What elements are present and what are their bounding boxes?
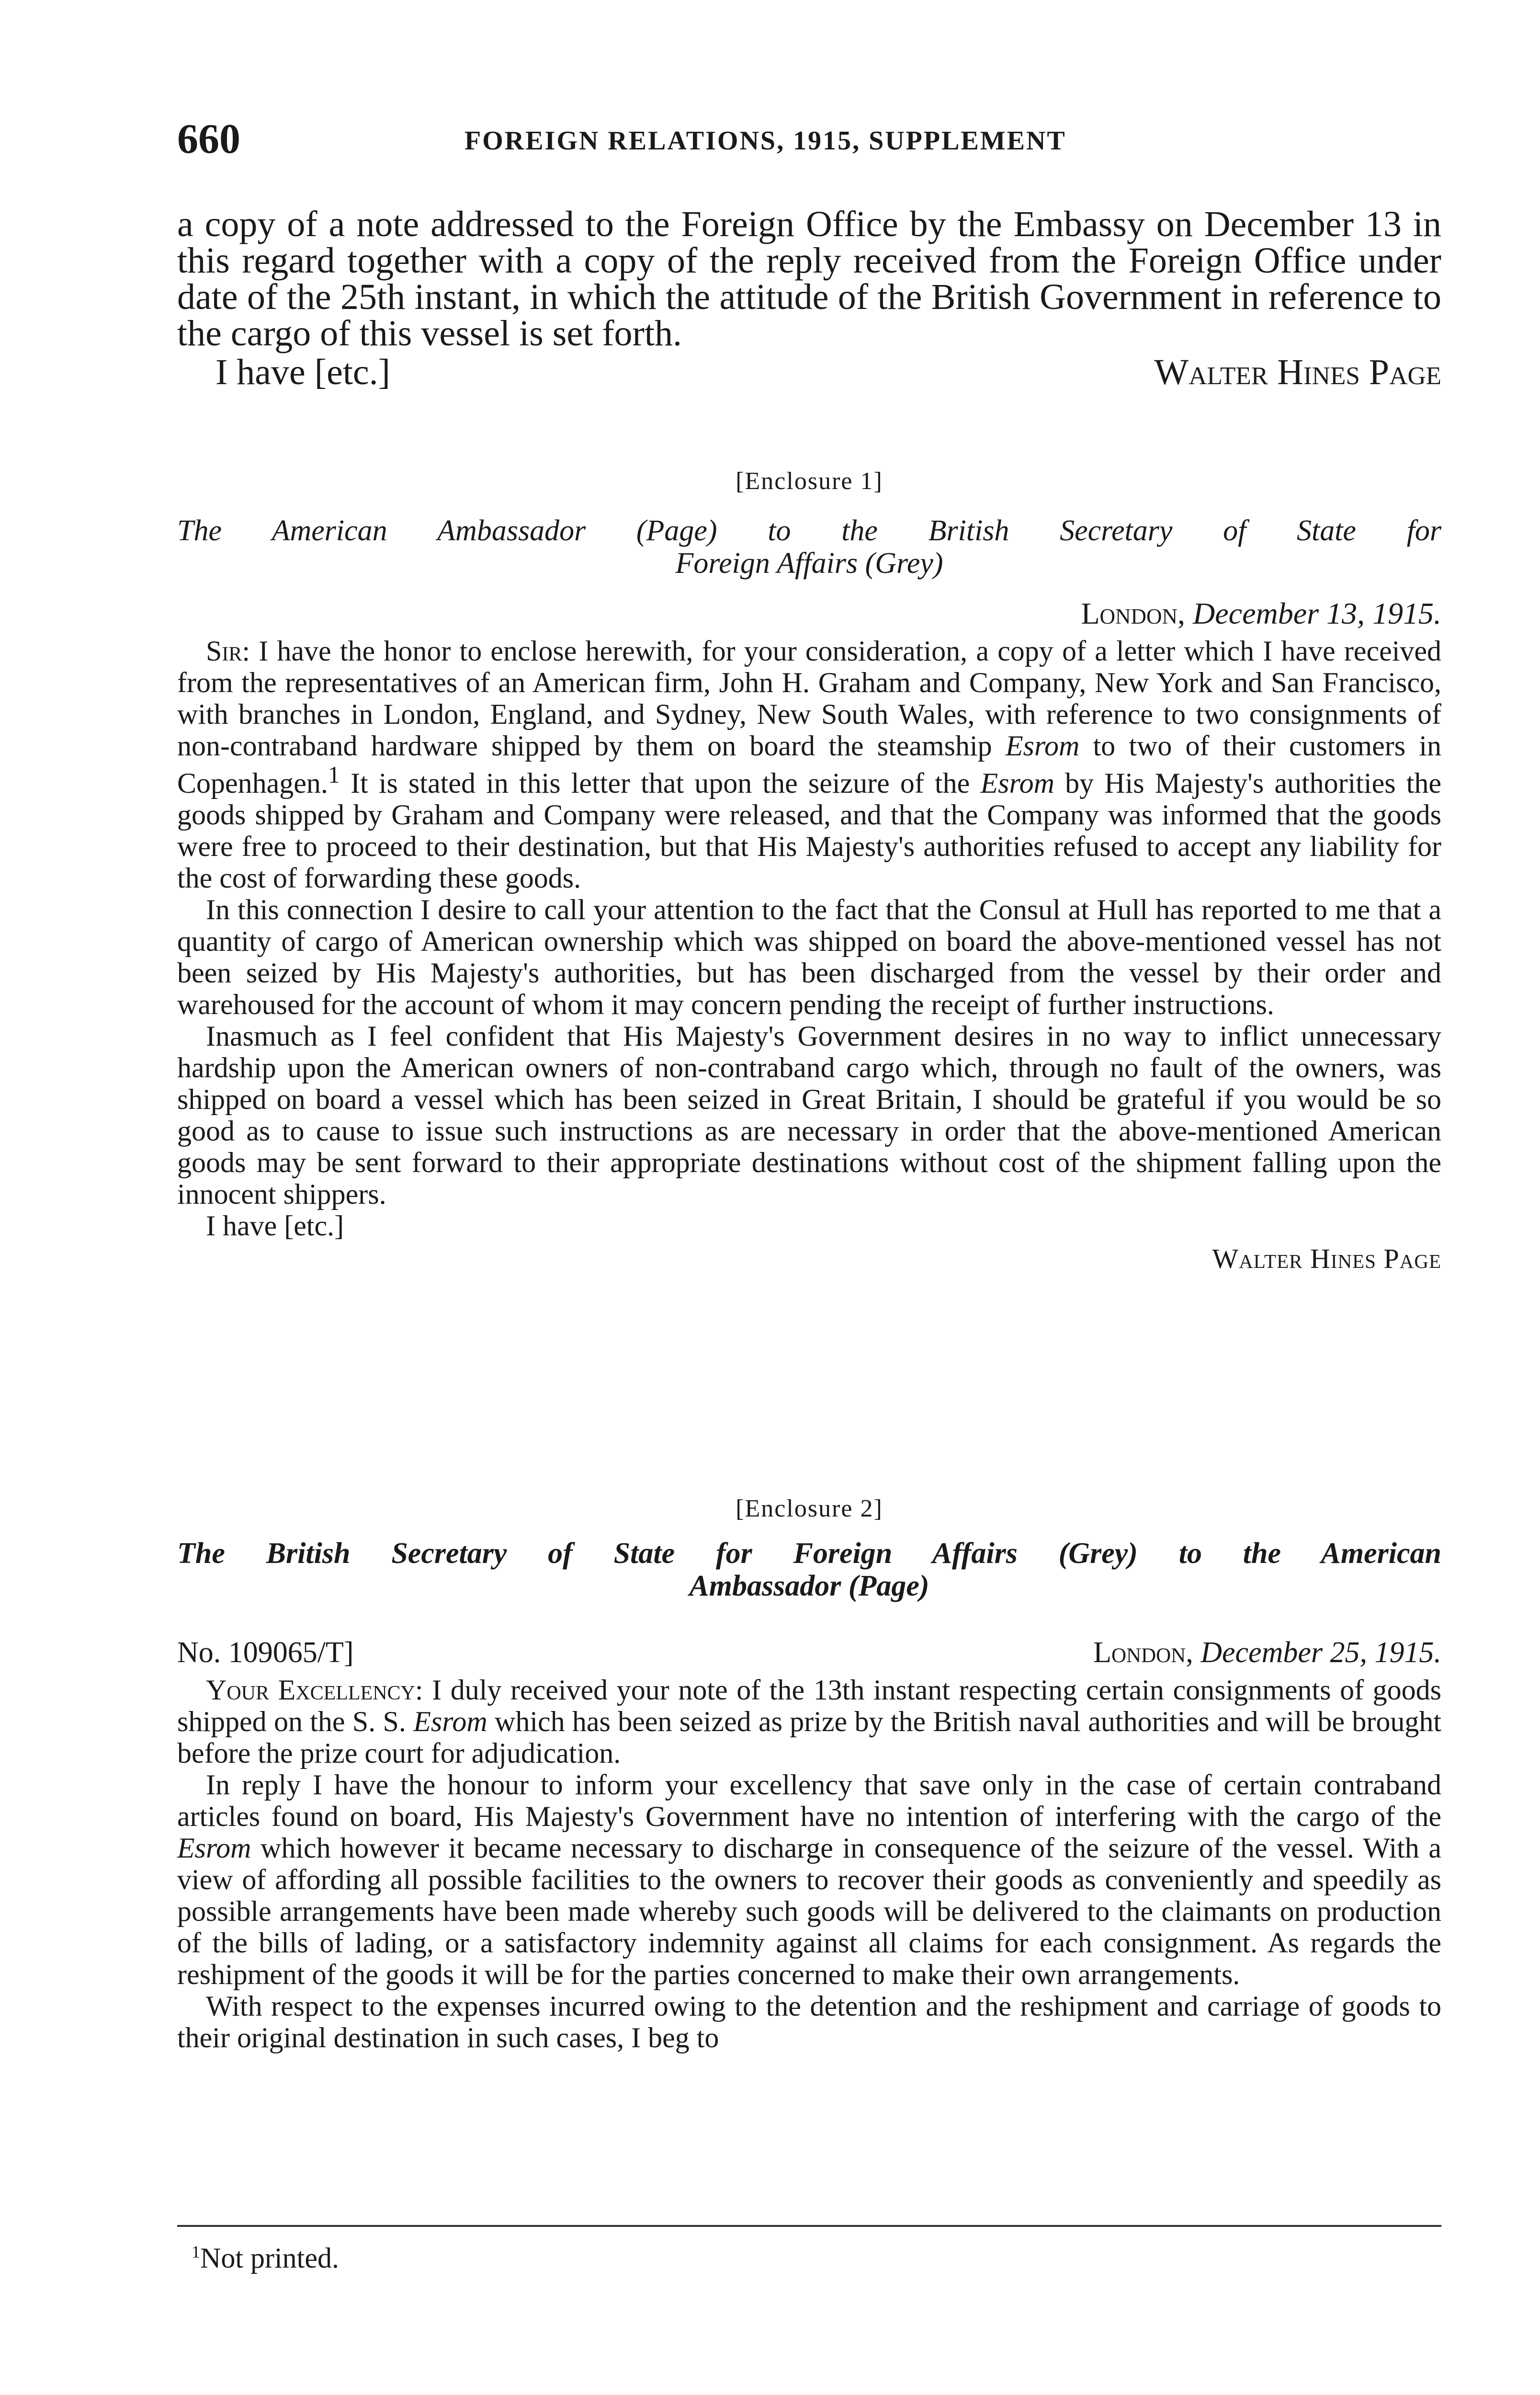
- caption-line: The American Ambassador (Page) to the British Secretary of State for: [177, 514, 1441, 547]
- reference-line: [177, 1636, 1441, 1674]
- closing-text: I have [etc.]: [206, 1210, 344, 1242]
- dateline-place: London,: [1081, 596, 1186, 631]
- signature: Walter Hines Page: [1212, 1243, 1441, 1275]
- page-header: [177, 115, 1446, 168]
- paragraph: With respect to the expenses incurred owing to the detention and the reshipment and carriage of goods to their original destination in such cases, I beg to: [177, 1990, 1441, 2054]
- paragraph: In reply I have the honour to inform your excellency that save only in the case of certain contraband articles found on board, His Majesty's Government have no intention of interfering with the cargo of the Esrom which however it became necessary to discharge in consequence of the seizure of the vessel. With a view of affording all possible facilities to the owners to recover their goods as conveniently and speedily as possible arrangements have been made whereby such goods will be delivered to the claimants on production of the bills of lading, or a satisfactory indemnity against all claims for each consignment. As regards the reshipment of the goods it will be for the parties concerned to make their own arrangements.: [177, 1769, 1442, 1991]
- salutation: Your Excellency:: [206, 1674, 423, 1706]
- footnote-text: Not printed.: [200, 2242, 339, 2274]
- dateline: [177, 596, 1441, 631]
- running-title: FOREIGN RELATIONS, 1915, SUPPLEMENT: [464, 126, 1066, 156]
- enclosure-label: [Enclosure 2]: [736, 1495, 883, 1522]
- document-caption: [177, 514, 1441, 580]
- footnote-mark: 1: [192, 2242, 200, 2261]
- reference-number: No. 109065/T]: [177, 1636, 354, 1669]
- enclosure-2: [177, 1494, 1441, 2053]
- paragraph: Inasmuch as I feel confident that His Majesty's Government desires in no way to inflict unnecessary hardship upon the American owners of non-contraband cargo which, through no fault of the owners, was shipped on board a vessel which has been seized in Great Britain, I should be grateful if you would be so good as to cause to issue such instructions as are necessary in order that the above-mentioned American goods may be sent forward to their appropriate destinations without cost of the shipment falling upon the innocent shippers.: [177, 1020, 1441, 1210]
- footnote-ref: 1: [328, 761, 340, 788]
- paragraph: Your Excellency: I duly received your note of the 13th instant respecting certain consignments of goods shipped on the S. S. Esrom which has been seized as prize by the British naval authorities and will be brought before the prize court for adjudication.: [177, 1674, 1442, 1769]
- ship-name: Esrom: [980, 767, 1054, 799]
- dateline-date: December 25, 1915.: [1200, 1636, 1441, 1669]
- caption-line: The British Secretary of State for Foreign Affairs (Grey) to the American: [177, 1537, 1441, 1570]
- dateline-place: London,: [1093, 1636, 1193, 1669]
- footnote: [192, 2242, 339, 2275]
- paragraph: Sir: I have the honor to enclose herewith, for your consideration, a copy of a letter which I have received from the representatives of an American firm, John H. Graham and Company, New York and San Francisco, with branches in London, England, and Sydney, New South Wales, with reference to two consignments of non-contraband hardware shipped by them on board the steamship Esrom to two of their customers in Copenhagen.$^1$ It is stated in this letter that upon the seizure of the Esrom by His Majesty's authorities the goods shipped by Graham and Company were released, and that the Company was informed that the goods were free to proceed to their destination, but that His Majesty's authorities refused to accept any liability for the cost of forwarding these goods.: [177, 635, 1442, 894]
- footnote-rule: [177, 2225, 1441, 2227]
- enclosure-label: [Enclosure 1]: [736, 468, 883, 495]
- closing-line: [177, 352, 1441, 395]
- dateline: [1093, 1636, 1441, 1670]
- ship-name: Esrom: [413, 1706, 487, 1738]
- page-number: 660: [177, 116, 240, 162]
- salutation: Sir:: [206, 635, 250, 667]
- caption-line: Foreign Affairs (Grey): [675, 547, 943, 580]
- enclosure-1: [177, 467, 1441, 1275]
- paragraph: In this connection I desire to call your attention to the fact that the Consul at Hull has reported to me that a quantity of cargo of American ownership which was shipped on board the above-mentioned vessel has not been seized by His Majesty's authorities, but has been discharged from the vessel by their order and warehoused for the account of whom it may concern pending the receipt of further instructions.: [177, 894, 1441, 1021]
- ship-name: Esrom: [177, 1832, 251, 1864]
- lead-section: [177, 206, 1441, 395]
- closing-text: I have [etc.]: [215, 352, 390, 392]
- letter-body: [177, 635, 1441, 1242]
- dateline-date: December 13, 1915.: [1193, 596, 1441, 631]
- signature: Walter Hines Page: [1154, 352, 1441, 392]
- document-caption: [177, 1537, 1441, 1602]
- letter-body: [177, 1674, 1441, 2053]
- lead-paragraph: a copy of a note addressed to the Foreign Office by the Embassy on December 13 in this regard together with a copy of the reply received from the Foreign Office under date of the 25th instant, in which the attitude of the British Government in reference to the cargo of this vessel is set forth.: [177, 204, 1441, 354]
- caption-line: Ambassador (Page): [689, 1570, 929, 1603]
- ship-name: Esrom: [1005, 730, 1080, 762]
